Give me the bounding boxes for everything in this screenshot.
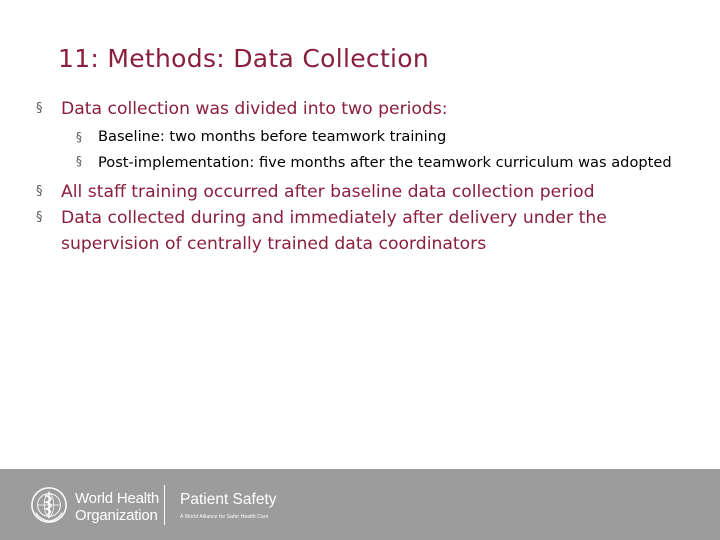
sub-bullet-item (76, 153, 686, 172)
sub-bullet-text: Baseline: two months before teamwork training (98, 128, 447, 145)
bullet-list (36, 96, 686, 257)
footer-bar (0, 469, 720, 540)
bullet-marker-icon: § (36, 209, 43, 225)
sub-bullet-list (36, 125, 686, 172)
bullet-marker-icon: § (36, 183, 43, 199)
bullet-item (36, 205, 686, 257)
bullet-marker-icon: § (76, 130, 82, 144)
bullet-text: Data collection was divided into two periods: (61, 99, 448, 119)
footer-divider (164, 485, 165, 525)
sub-bullet-item (76, 125, 686, 150)
bullet-item (36, 179, 686, 205)
bullet-text: All staff training occurred after baseline data collection period (61, 181, 595, 202)
bullet-marker-icon: § (76, 153, 82, 168)
slide-title: 11: Methods: Data Collection (58, 44, 430, 73)
organization-line-1: World Health (75, 490, 160, 507)
organization-line-2: Organization (75, 507, 158, 524)
organization-name (75, 490, 159, 524)
program-title: Patient Safety (180, 491, 277, 508)
bullet-marker-icon: § (36, 101, 43, 116)
bullet-text: Data collected during and immediately after delivery under the supervision of centrally trained data coordinators (61, 207, 607, 254)
bullet-item (36, 96, 686, 122)
who-emblem-icon (30, 486, 68, 524)
program-tagline: A World Alliance for Safer Health Care (180, 514, 269, 520)
sub-bullet-text: Post-implementation: five months after the teamwork curriculum was adopted (98, 153, 672, 171)
